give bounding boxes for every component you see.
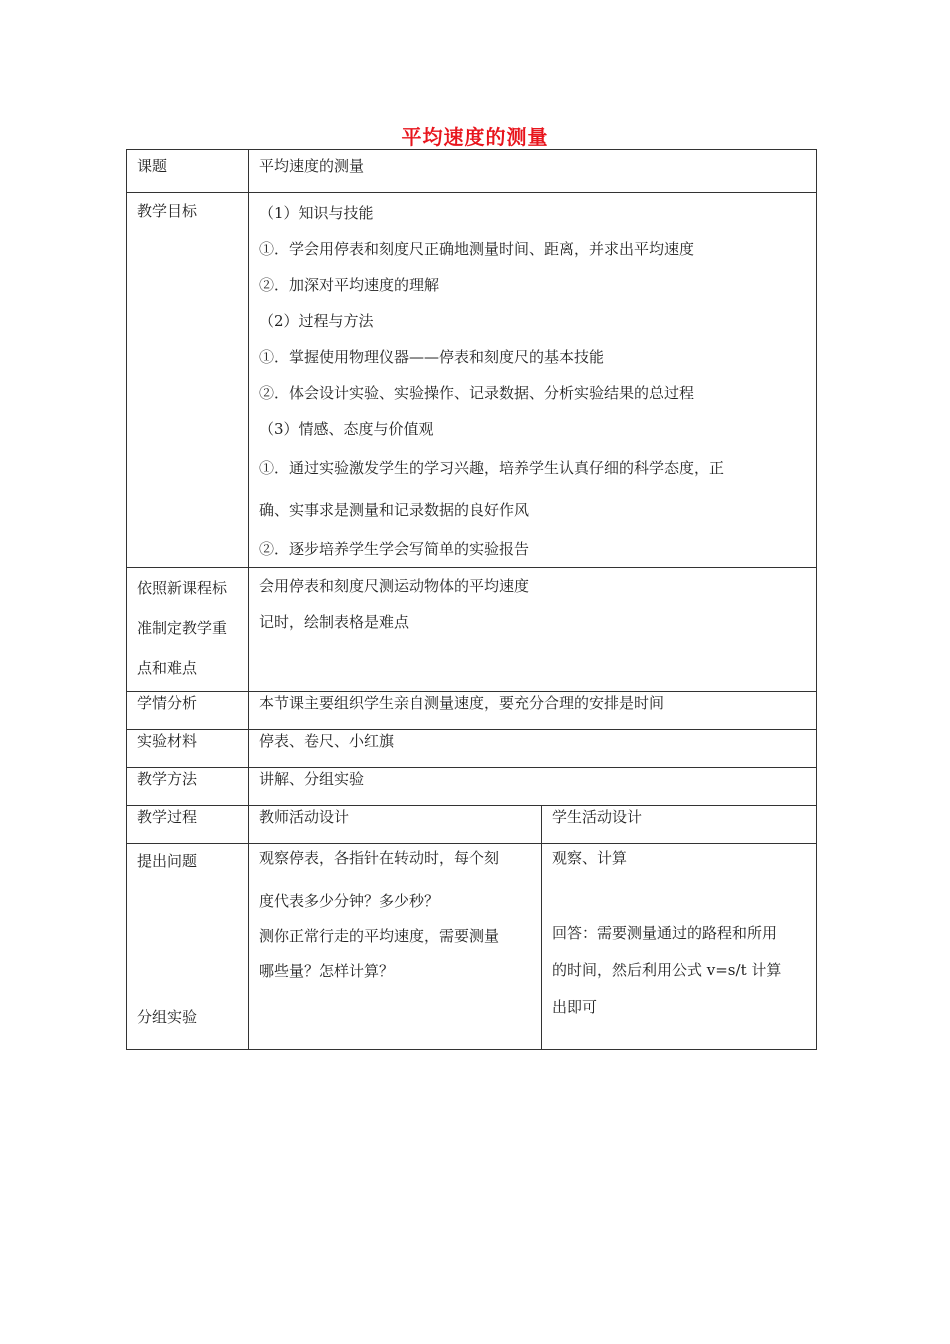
student-activity-content [542,844,817,1050]
activity-label-question: 提出问题 [137,852,198,870]
goals-label: 教学目标 [127,193,249,568]
goal-line: （3）情感、态度与价值观 [259,420,434,438]
activity-labels [127,844,249,1050]
goals-content [249,193,817,568]
topic-value: 平均速度的测量 [249,150,817,193]
student-line: 的时间，然后利用公式 v=s/t 计算 [552,961,782,979]
row-goals [127,193,817,568]
method-value: 讲解、分组实验 [249,768,817,806]
keypoints-line: 会用停表和刻度尺测运动物体的平均速度 [259,577,530,595]
process-label: 教学过程 [127,806,249,844]
analysis-label: 学情分析 [127,692,249,730]
goal-line: 确、实事求是测量和记录数据的良好作风 [259,501,530,519]
student-line: 观察、计算 [552,849,628,867]
method-label: 教学方法 [127,768,249,806]
student-activity-header: 学生活动设计 [542,806,817,844]
goal-line: （1）知识与技能 [259,204,374,222]
goal-line: ②．逐步培养学生学会写简单的实验报告 [259,540,530,558]
keypoints-label-line: 点和难点 [137,659,198,677]
lesson-plan-table [126,149,817,1050]
teacher-activity-content [249,844,542,1050]
keypoints-label [127,568,249,692]
analysis-value: 本节课主要组织学生亲自测量速度，要充分合理的安排是时间 [249,692,817,730]
keypoints-line: 记时，绘制表格是难点 [259,613,410,631]
materials-label: 实验材料 [127,730,249,768]
topic-label: 课题 [127,150,249,193]
goal-line: ②．加深对平均速度的理解 [259,276,440,294]
teacher-line: 哪些量？怎样计算？ [259,962,395,980]
goal-line: ①．掌握使用物理仪器——停表和刻度尺的基本技能 [259,348,605,366]
row-materials [127,730,817,768]
goal-line: ②．体会设计实验、实验操作、记录数据、分析实验结果的总过程 [259,384,695,402]
keypoints-label-line: 依照新课程标 [137,579,228,597]
keypoints-content [249,568,817,692]
teacher-line: 测你正常行走的平均速度，需要测量 [259,927,500,945]
teacher-line: 观察停表，各指针在转动时，每个刻 [259,849,500,867]
teacher-activity-header: 教师活动设计 [249,806,542,844]
row-keypoints [127,568,817,692]
teacher-line: 度代表多少分钟？多少秒？ [259,892,440,910]
keypoints-label-line: 准制定教学重 [137,619,228,637]
row-method [127,768,817,806]
materials-value: 停表、卷尺、小红旗 [249,730,817,768]
row-activity [127,844,817,1050]
goal-line: （2）过程与方法 [259,312,374,330]
student-line: 回答：需要测量通过的路程和所用 [552,924,778,942]
row-topic [127,150,817,193]
row-process [127,806,817,844]
page-title: 平均速度的测量 [401,125,549,149]
student-line: 出即可 [552,998,598,1016]
activity-label-experiment: 分组实验 [137,1008,198,1026]
row-analysis [127,692,817,730]
goal-line: ①．通过实验激发学生的学习兴趣，培养学生认真仔细的科学态度，正 [259,459,725,477]
goal-line: ①．学会用停表和刻度尺正确地测量时间、距离，并求出平均速度 [259,240,695,258]
